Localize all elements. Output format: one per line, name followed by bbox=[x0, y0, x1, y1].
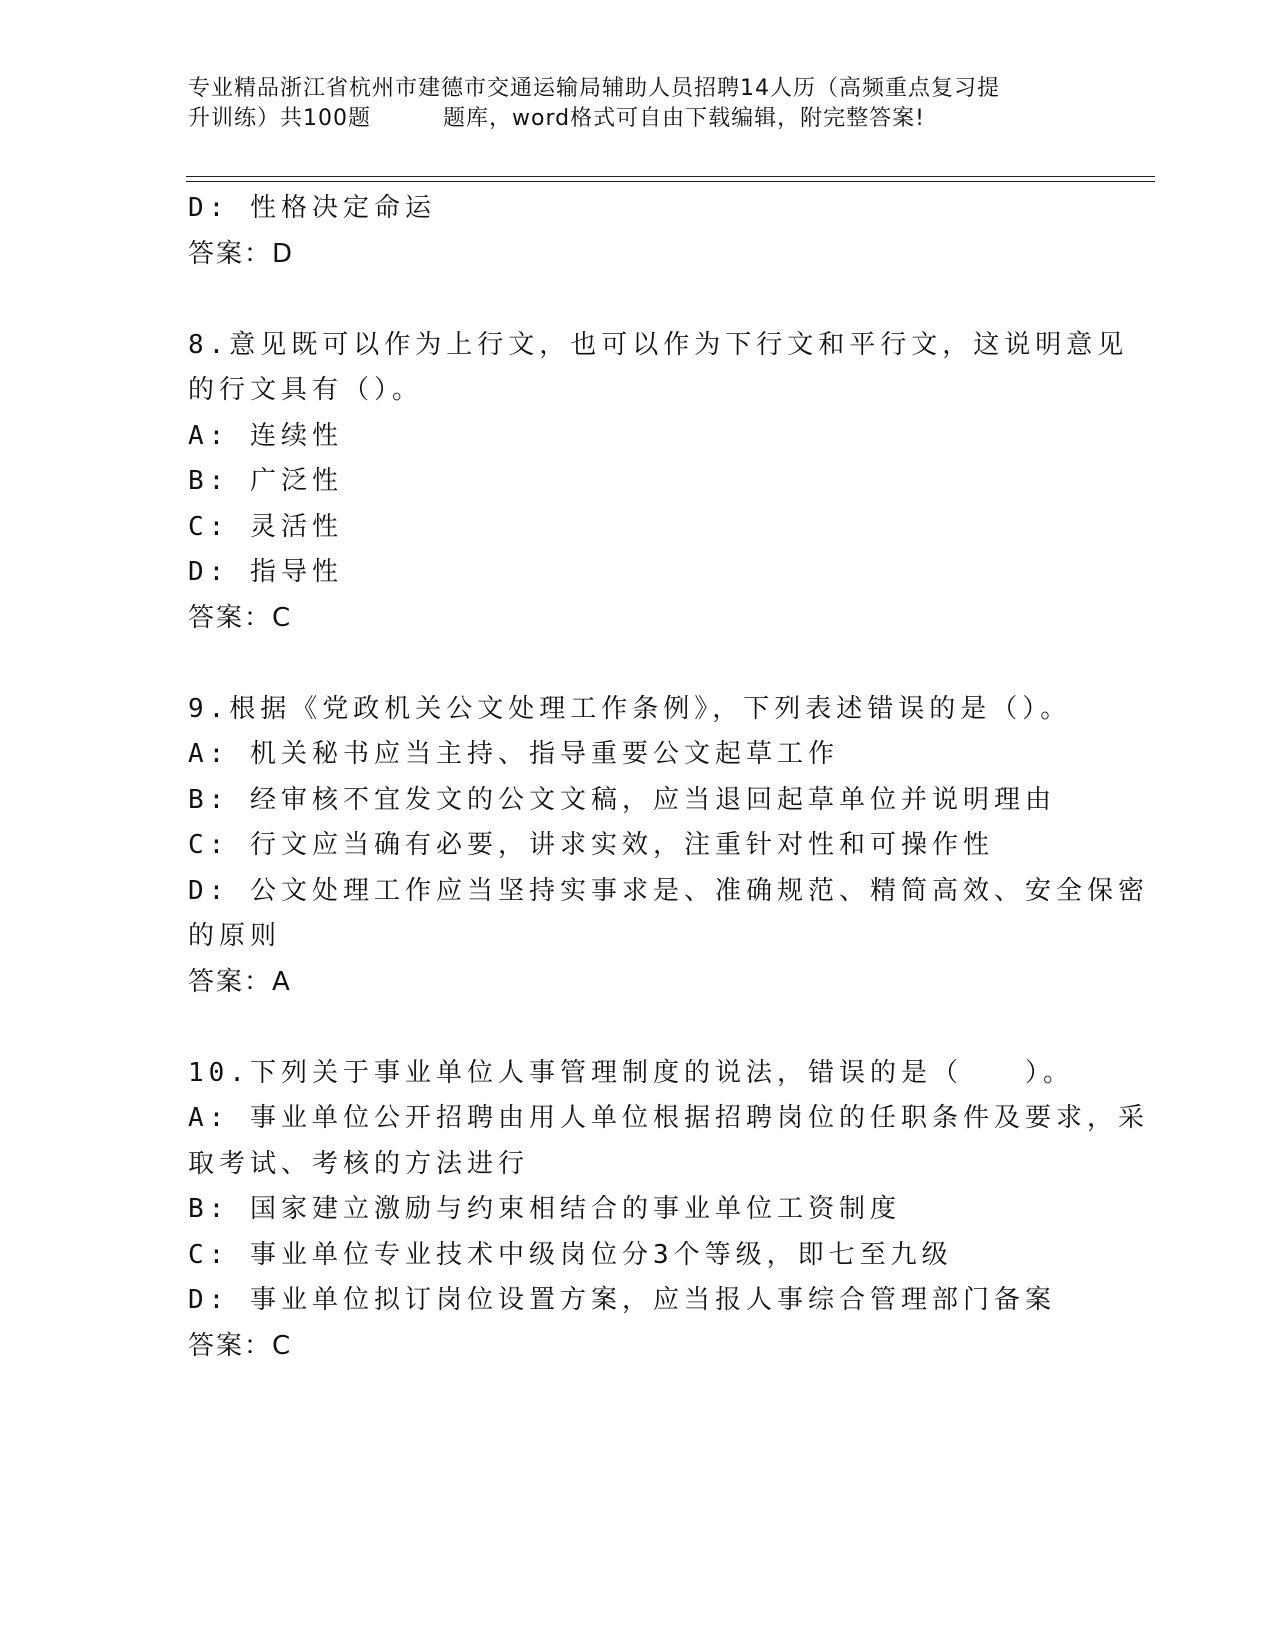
question-10 bbox=[188, 1051, 1149, 1370]
header-title-part-2: 题库，word格式可自由下载编辑，附完整答案! bbox=[443, 106, 925, 131]
option-b: B: 国家建立激励与约束相结合的事业单位工资制度 bbox=[188, 1194, 901, 1224]
option-b: B: 广泛性 bbox=[188, 466, 343, 496]
header-title-line-2 bbox=[188, 104, 1088, 134]
document-header bbox=[188, 74, 1088, 134]
question-9 bbox=[188, 687, 1149, 1006]
question-stem: 9.根据《党政机关公文处理工作条例》，下列表述错误的是（）。 bbox=[188, 693, 1072, 724]
option-d-continued: 的原则 bbox=[188, 921, 282, 951]
question-stem: 10.下列关于事业单位人事管理制度的说法，错误的是（ ）。 bbox=[188, 1057, 1074, 1088]
header-divider-bottom bbox=[186, 181, 1155, 182]
option-a: A: 事业单位公开招聘由用人单位根据招聘岗位的任职条件及要求，采 bbox=[188, 1103, 1149, 1133]
option-c: C: 事业单位专业技术中级岗位分3个等级，即七至九级 bbox=[188, 1239, 953, 1270]
previous-question-tail bbox=[188, 186, 1088, 277]
answer-line: 答案：A bbox=[188, 966, 292, 997]
header-title-part-1: 升训练）共100题 bbox=[188, 106, 371, 131]
header-title-line-1: 专业精品浙江省杭州市建德市交通运输局辅助人员招聘14人历（高频重点复习提 bbox=[188, 76, 1000, 101]
option-d: D: 公文处理工作应当坚持实事求是、准确规范、精简高效、安全保密 bbox=[188, 875, 1149, 906]
question-8 bbox=[188, 323, 1129, 642]
header-divider-top bbox=[186, 176, 1155, 177]
option-d: D: 事业单位拟订岗位设置方案，应当报人事综合管理部门备案 bbox=[188, 1285, 1056, 1315]
option-c: C: 灵活性 bbox=[188, 511, 343, 542]
option-c: C: 行文应当确有必要，讲求实效，注重针对性和可操作性 bbox=[188, 830, 994, 860]
answer-line: 答案：D bbox=[188, 238, 295, 269]
question-stem: 的行文具有（）。 bbox=[188, 375, 424, 405]
option-a-continued: 取考试、考核的方法进行 bbox=[188, 1148, 530, 1179]
option-d: D: 指导性 bbox=[188, 557, 343, 587]
answer-line: 答案：C bbox=[188, 1330, 293, 1361]
answer-line: 答案：C bbox=[188, 602, 293, 633]
option-b: B: 经审核不宜发文的公文文稿，应当退回起草单位并说明理由 bbox=[188, 784, 1056, 815]
option-a: A: 连续性 bbox=[188, 420, 343, 451]
option-d: D: 性格决定命运 bbox=[188, 193, 436, 223]
question-content bbox=[188, 186, 1149, 1369]
question-stem: 8.意见既可以作为上行文，也可以作为下行文和平行文，这说明意见 bbox=[188, 329, 1129, 360]
option-a: A: 机关秘书应当主持、指导重要公文起草工作 bbox=[188, 739, 839, 769]
